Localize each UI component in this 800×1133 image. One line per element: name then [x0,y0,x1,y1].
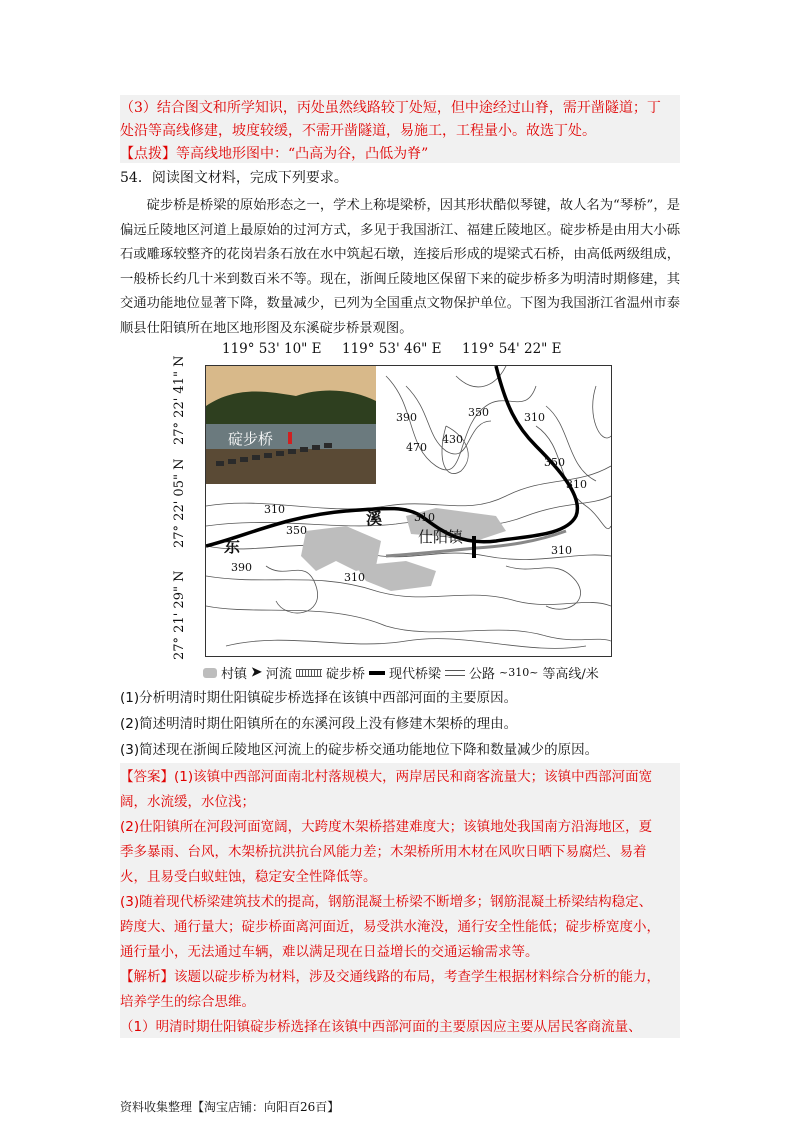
village-legend-icon [203,668,217,678]
contour-label: 310 [524,411,545,424]
answer-line: 处沿等高线修建，坡度较缓，不需开凿隧道，易施工，工程量小。故选丁处。 [120,123,596,139]
lat-label: 27° 21' 29" N [172,570,187,660]
contour-label: 310 [264,503,285,516]
legend-label: 碇步桥 [325,667,365,682]
contour-legend-sample: ~310~ [498,666,539,679]
question-passage: 碇步桥是桥梁的原始形态之一，学术上称堤梁桥，因其形状酷似琴键，故人名为“琴桥”，是偏远丘陵地区河道上最原始的过河方式，多见于我国浙江、福建丘陵地区。碇步桥是由用大小砾石或雕琢较整齐的花岗岩条石放在水中筑起石墩，连接后形成的堤梁式石桥，由高低两级组成，一般桥长约几十米到数百米不等。现在，浙闽丘陵地区保留下来的碇步桥多为明清时期修建，其交通功能地位显著下降，数量减少，已列为全国重点文物保护单位。下图为我国浙江省温州市泰顺县仕阳镇所在地区地形图及东溪碇步桥景观图。 [120,198,680,336]
lon-label: 119° 53' 10" E [222,341,322,357]
contour-label: 310 [551,544,572,557]
topographic-map [205,365,612,657]
road-legend-icon [445,670,465,676]
contour-label: 310 [566,478,587,491]
river-legend-icon: ➤ [251,665,262,680]
analysis-line: 培养学生的综合思维。 [120,994,255,1010]
legend-label: 河流 [265,667,292,682]
analysis-line: （1）明清时期仕阳镇碇步桥选择在该镇中西部河面的主要原因应主要从居民客商流量、 [120,1019,642,1035]
tip-line: 【点拨】等高线地形图中：“凸高为谷，凸低为脊” [120,146,429,162]
lon-label: 119° 53' 46" E [342,341,442,357]
contour-label: 350 [286,524,307,537]
contour-label: 310 [344,571,365,584]
contour-label: 350 [468,406,489,419]
page-footer: 资料收集整理【淘宝店铺：向阳百26百】 [120,1100,340,1114]
photo-label: 碇步桥 [228,430,274,448]
answer-line: 通行量小，无法通过车辆，难以满足现在日益增长的交通运输需求等。 [120,944,539,960]
contour-label: 430 [442,433,463,446]
town-label: 仕阳镇 [418,528,464,546]
village-area [301,526,381,571]
sub-question: (3)简述现在浙闽丘陵地区河流上的碇步桥交通功能地位下降和数量减少的原因。 [120,742,599,758]
bridge-photo [206,366,376,484]
legend-label: 公路 [468,667,495,682]
answer-line: 【答案】(1)该镇中西部河面南北村落规模大，两岸居民和商客流量大；该镇中西部河面宽 [120,769,653,785]
contour-label: 310 [414,511,435,524]
river-label: 溪 [366,509,383,528]
steppingstone-legend-icon [296,669,322,677]
answer-line: 跨度大、通行量大；碇步桥面离河面近，易受洪水淹没，通行安全性能低；碇步桥宽度小， [120,919,660,935]
sub-question: (1)分析明清时期仕阳镇碇步桥选择在该镇中西部河面的主要原因。 [120,690,518,706]
contour-legend-value: 310 [508,666,530,679]
question-number: 54．阅读图文材料，完成下列要求。 [120,170,348,186]
answer-line: (3)随着现代桥梁建筑技术的提高，钢筋混凝土桥梁不断增多；钢筋混凝土桥梁结构稳定、 [120,894,653,910]
answer-line: (2)仕阳镇所在河段河面宽阔，大跨度木架桥搭建难度大；该镇地处我国南方沿海地区，夏 [120,819,653,835]
legend-label: 现代桥梁 [388,667,441,682]
answer-line: （3）结合图文和所学知识，丙处虽然线路较丁处短，但中途经过山脊，需开凿隧道；丁 [120,100,661,116]
contour-label: 350 [544,456,565,469]
analysis-line: 【解析】该题以碇步桥为材料，涉及交通线路的布局，考查学生根据材料综合分析的能力， [120,969,660,985]
contour-label: 470 [406,441,427,454]
contour-label: 390 [396,411,417,424]
village-area [356,561,436,591]
map-legend [203,663,623,682]
answer-line: 季多暴雨、台风，木架桥抗洪抗台风能力差；木架桥所用木材在风吹日晒下易腐烂、易着 [120,844,647,860]
sub-question: (2)简述明清时期仕阳镇所在的东溪河段上没有修建木架桥的理由。 [120,716,518,732]
lon-label: 119° 54' 22" E [462,341,562,357]
legend-label: 等高线/米 [542,667,599,682]
answer-line: 阔，水流缓，水位浅； [120,794,255,810]
lat-label: 27° 22' 41" N [172,355,187,445]
contour-label: 390 [231,561,252,574]
bridge-legend-icon [369,671,385,675]
river-label: 东 [224,537,241,556]
answer-line: 火，且易受白蚁蛀蚀，稳定安全性降低等。 [120,869,377,885]
lat-label: 27° 22' 05" N [172,458,187,548]
legend-label: 村镇 [221,667,248,682]
